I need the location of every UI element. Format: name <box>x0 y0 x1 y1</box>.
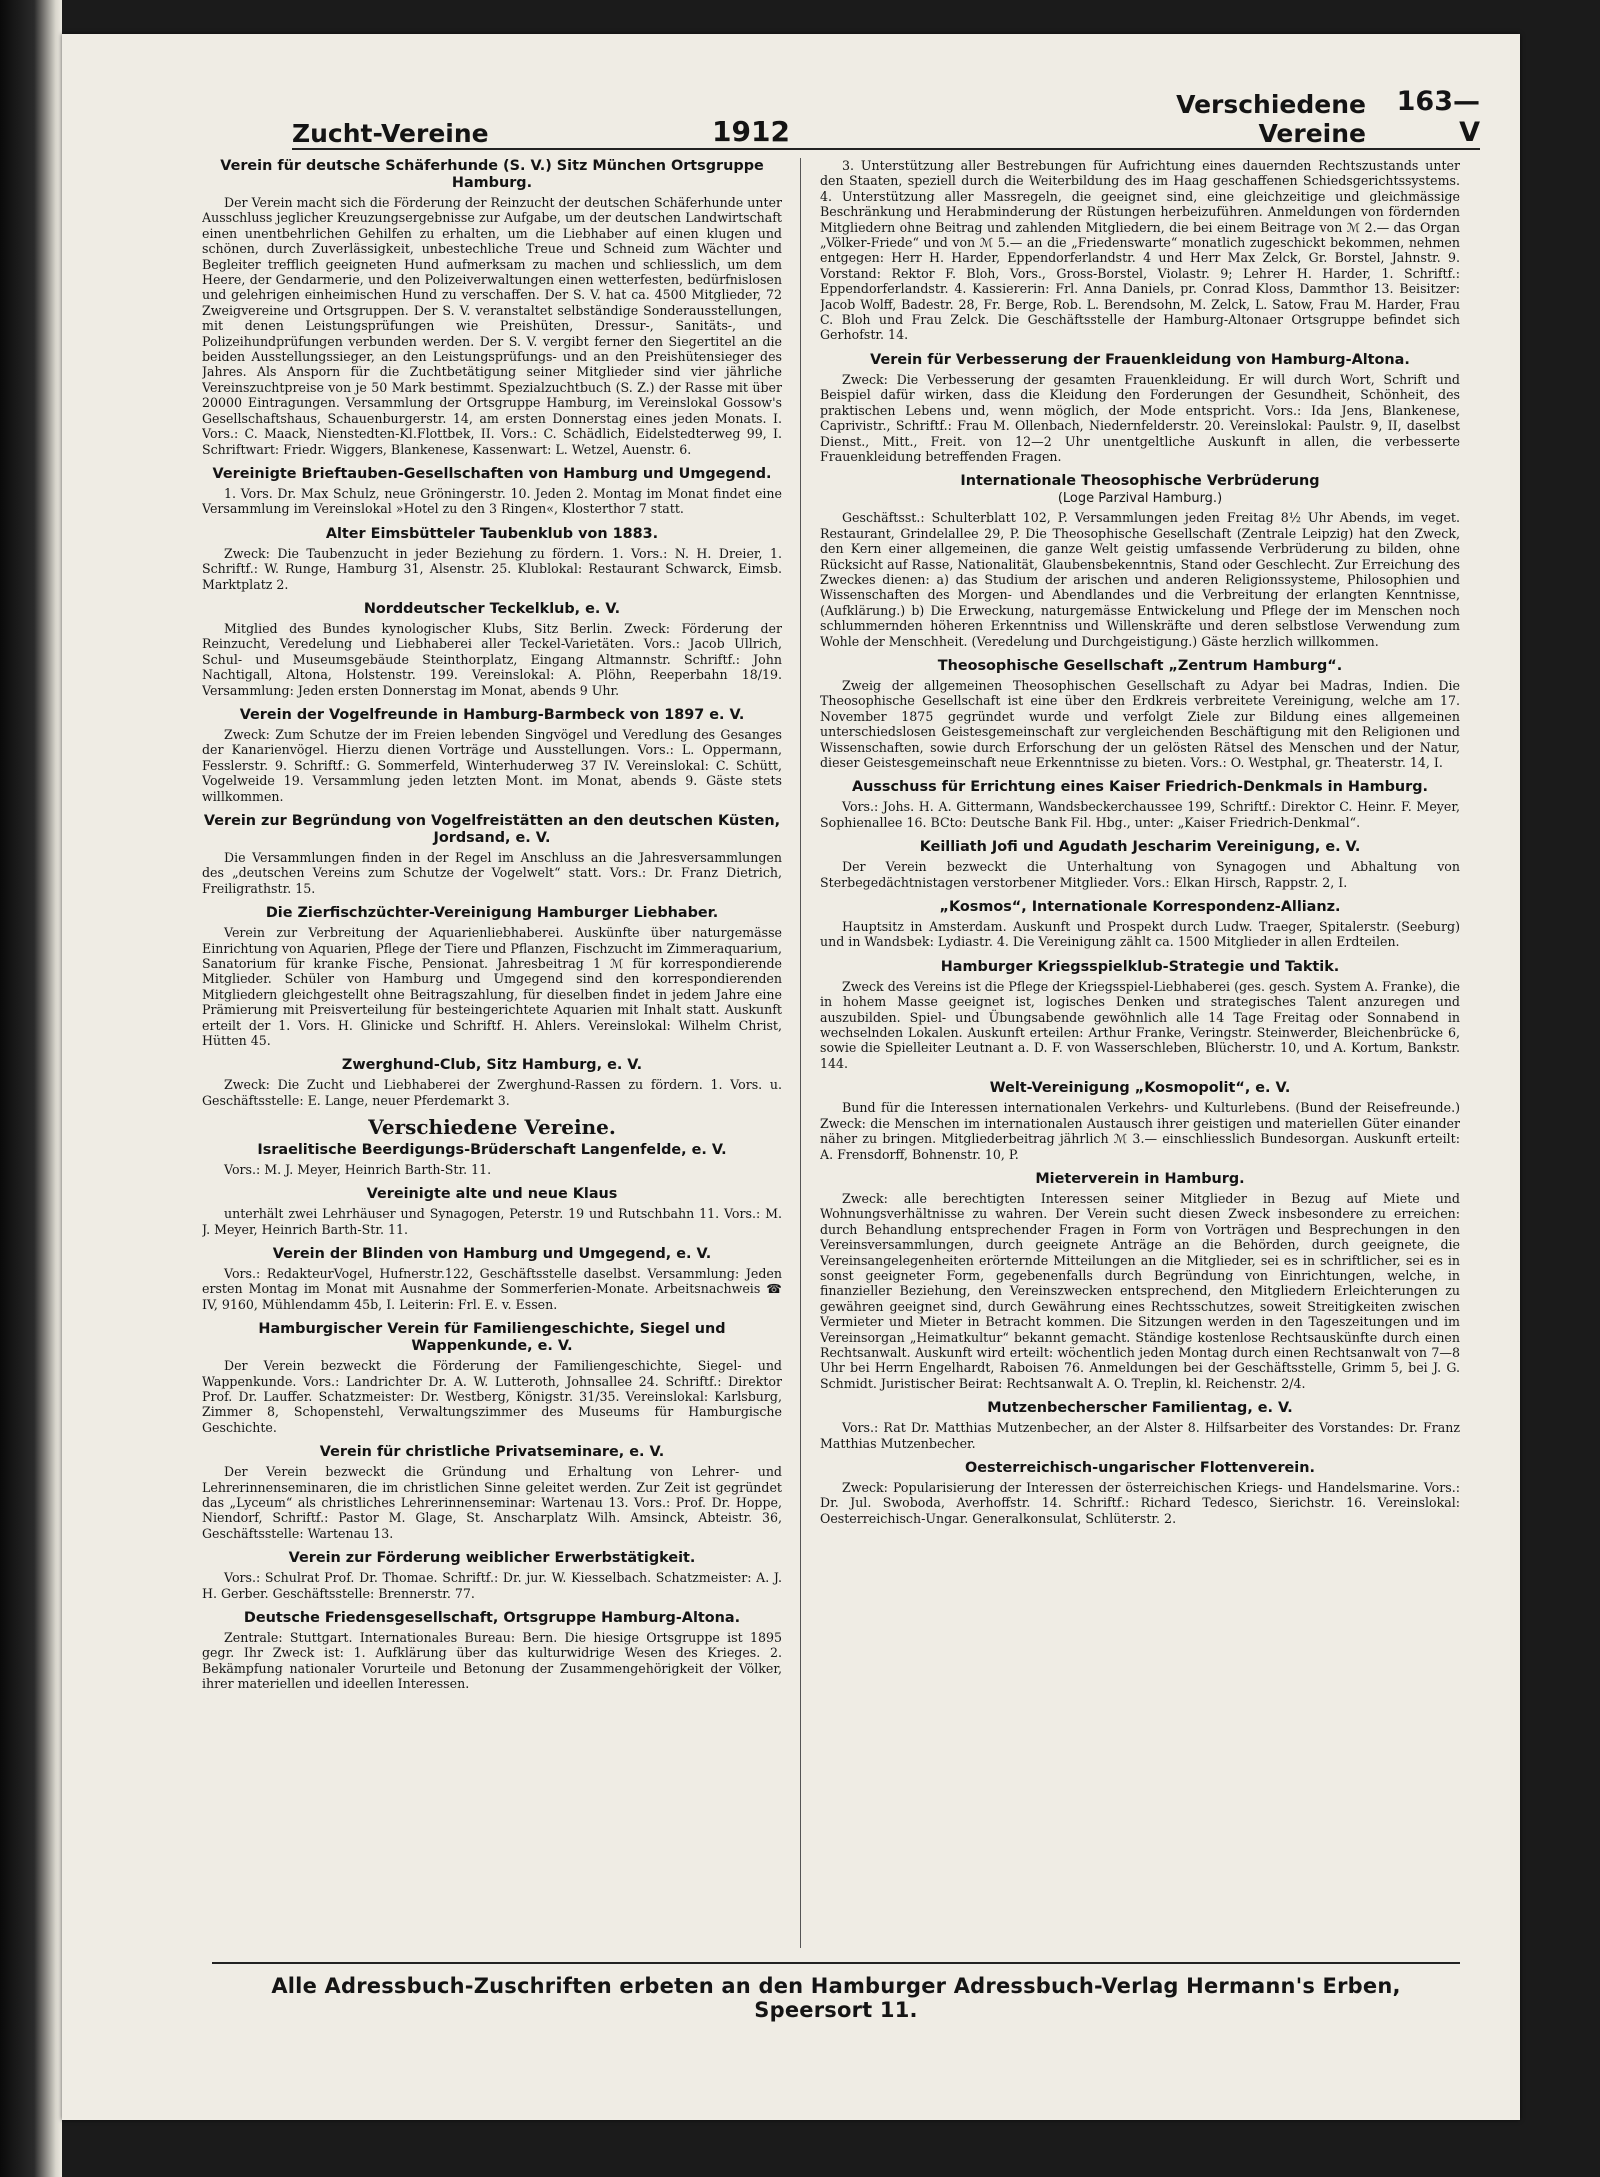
entry-title <box>202 905 782 922</box>
entry-title <box>202 813 782 847</box>
entry-body: unterhält zwei Lehrhäuser und Synagogen, Peterstr. 19 und Rutschbahn 11. Vors.: M. J. Meyer, Heinrich Barth-Str. 11. <box>202 1206 782 1237</box>
directory-entry <box>820 779 1460 830</box>
entry-title <box>820 473 1460 507</box>
directory-entry <box>820 959 1460 1071</box>
entry-title-text: Internationale Theosophische Verbrüderung <box>960 473 1320 490</box>
entry-title-text: Die Zierfischzüchter-Vereinigung Hamburger Liebhaber. <box>265 905 719 922</box>
entry-title-text: Norddeutscher Teckelklub, e. V. <box>363 600 621 617</box>
entry-title <box>202 1186 782 1203</box>
left-entries-list-2 <box>202 1142 782 1692</box>
entry-title <box>820 779 1460 796</box>
directory-entry <box>820 1171 1460 1391</box>
directory-entry <box>202 905 782 1048</box>
entry-body: Der Verein bezweckt die Unterhaltung von Synagogen und Abhaltung von Sterbegedächtnistagen verstorbener Mitglieder. Vors.: Elkan Hirsch, Rappstr. 2, I. <box>820 859 1460 890</box>
entry-body: Vors.: Johs. H. A. Gittermann, Wandsbeckerchaussee 199, Schriftf.: Direktor C. Heinr. F. Meyer, Sophienallee 16. BCto: Deutsche Bank Fil. Hbg., unter: „Kaiser Friedrich-Denkmal“. <box>820 799 1460 830</box>
entry-title <box>820 1400 1460 1417</box>
entry-title <box>202 1321 782 1355</box>
directory-entry <box>202 707 782 804</box>
entry-body: Die Versammlungen finden in der Regel im Anschluss an die Jahresversammlungen des „deutschen Vereins zum Schutze der Vogelwelt“ statt. Vors.: Dr. Franz Dietrich, Freiligrathstr. 15. <box>202 850 782 896</box>
entry-title-text: Israelitische Beerdigungs-Brüderschaft Langenfelde, e. V. <box>257 1141 727 1158</box>
entry-title-text: Deutsche Friedensgesellschaft, Ortsgruppe Hamburg-Altona. <box>243 1610 741 1626</box>
entry-body: 3. Unterstützung aller Bestrebungen für Aufrichtung eines dauernden Rechtszustands unter den Staaten, speziell durch die Weiterbildung des im Haag geschaffenen Schiedsgerichtssystems. 4. Unterstützung aller Massregeln, die geeignet sind, eine gleichzeitige und gleichmässige Beschränkung und Herabminderung der Rüstungen herbeizuführen. Anmeldungen von fördernden Mitgliedern ohne Beitrag und zahlenden Mitgliedern, die bei einem Beitrage von ℳ 2.— das Organ „Völker-Friede“ und von ℳ 5.— an die „Friedenswarte“ monatlich zugeschickt bekommen, nehmen entgegen: Herr H. Harder, Eppendorferlandstr. 4 und Herr Max Zelck, Gr. Borstel, Jahnstr. 9. Vorstand: Rektor F. Bloh, Vors., Gross-Borstel, Violastr. 9; Lehrer H. Harder, 1. Schriftf.: Eppendorferlandstr. 4. Kassiererin: Frl. Anna Daniels, pr. Conrad Kloss, Dammthor 13. Beisitzer: Jacob Wolff, Badestr. 28, Fr. Berge, Rob. L. Berendsohn, M. Zelck, L. Satow, Frau M. Harder, Frau C. Bloh und Frau Zelck. Die Geschäftsstelle der Hamburg-Altonaer Ortsgruppe befindet sich Gerhofstr. 14. <box>820 158 1460 343</box>
entry-title-text: Alter Eimsbütteler Taubenklub von 1883. <box>325 525 659 542</box>
entry-title <box>820 1460 1460 1477</box>
left-column <box>202 158 782 1946</box>
entry-title-text: Verein für deutsche Schäferhunde (S. V.) Sitz München Ortsgruppe Hamburg. <box>220 158 764 191</box>
entry-body: Der Verein macht sich die Förderung der Reinzucht der deutschen Schäferhunde unter Ausschluss jeglicher Kreuzungsergebnisse zur Aufgabe, um der deutschen Landwirtschaft einen unentbehrlichen Gehilfen zu erhalten, um die Liebhaber auf einen klugen und schönen, durch Zuverlässigkeit, unbestechliche Treue und Schneid zum Wächter und Begleiter trefflich geeigneten Hund aufmerksam zu machen und schliesslich, um dem Heere, der Gendarmerie, und den Polizeiverwaltungen einen wetterfesten, bedürfnislosen und gelehrigen einheimischen Hund zu verschaffen. Der S. V. hat ca. 4500 Mitglieder, 72 Zweigvereine und Ortsgruppen. Der S. V. veranstaltet selbständige Sonderausstellungen, mit denen Leistungsprüfungen wie Preishüten, Dressur-, Sanitäts-, und Polizeihundprüfungen verbunden werden. Der S. V. vergibt ferner den Siegertitel an die beiden Ausstellungssieger, an den Leistungsprüfungs- und an den Preishütensieger des Jahres. Als Ansporn für die Zuchtbetätigung seiner Mitglieder sind vier jährliche Vereinszuchtpreise von je 50 Mark bestimmt. Spezialzuchtbuch (S. Z.) der Rasse mit über 20000 Eintragungen. Versammlung der Ortsgruppe Hamburg, im Vereinslokal Gossow's Gesellschaftshaus, Schauenburgerstr. 14, am ersten Donnerstag eines jeden Monats. I. Vors.: C. Maack, Nienstedten-Kl.Flottbek, II. Vors.: C. Schädlich, Eidelstedterweg 99, I. Schriftwart: Friedr. Wiggers, Blankenese, Kassenwart: L. Wetzel, Auenstr. 6. <box>202 195 782 457</box>
directory-entry <box>820 1460 1460 1526</box>
column-divider <box>800 158 801 1948</box>
directory-entry <box>820 473 1460 649</box>
entry-title <box>820 959 1460 976</box>
directory-entry <box>202 601 782 698</box>
entry-title <box>202 158 782 192</box>
directory-entry <box>202 526 782 592</box>
directory-entry <box>202 1444 782 1541</box>
directory-entry <box>202 1057 782 1108</box>
entry-body: Zweck: Zum Schutze der im Freien lebenden Singvögel und Veredlung des Gesanges der Kanarienvögel. Hierzu dienen Vorträge und Ausstellungen. Vors.: L. Oppermann, Fesslerstr. 9. Schriftf.: G. Sommerfeld, Winterhuderweg 37 IV. Vereinslokal: C. Schütt, Vogelweide 19. Versammlung jeden letzten Mont. im Monat, abends 9. Gäste stets willkommen. <box>202 726 782 804</box>
entry-body: Der Verein bezweckt die Gründung und Erhaltung von Lehrer- und Lehrerinnenseminaren, die im christlichen Sinne geleitet werden. Zur Zeit ist gegründet das „Lyceum“ als christliches Lehrerinnenseminar: Wartenau 13. Vors.: Prof. Dr. Hoppe, Niendorf, Schriftf.: Pastor M. Glage, St. Anscharplatz Wilh. Amsinck, Abteistr. 36, Geschäftsstelle: Wartenau 13. <box>202 1464 782 1541</box>
entry-title-text: Hamburgischer Verein für Familiengeschichte, Siegel und Wappenkunde, e. V. <box>258 1321 726 1355</box>
directory-entry <box>202 466 782 517</box>
entry-body: Zweck: Die Taubenzucht in jeder Beziehung zu fördern. 1. Vors.: N. H. Dreier, 1. Schriftf.: W. Runge, Hamburg 31, Alsenstr. 25. Klublokal: Restaurant Schwarck, Eimsb. Marktplatz 2. <box>202 545 782 592</box>
entry-body: Zweck: Die Zucht und Liebhaberei der Zwerghund-Rassen zu fördern. 1. Vors. u. Geschäftsstelle: E. Lange, neuer Pferdemarkt 3. <box>202 1077 782 1108</box>
entry-body: Vors.: Schulrat Prof. Dr. Thomae. Schriftf.: Dr. jur. W. Kiesselbach. Schatzmeister: A. J. H. Gerber. Geschäftsstelle: Brennerstr. 77. <box>202 1570 782 1601</box>
entry-body: Vors.: RedakteurVogel, Hufnerstr.122, Geschäftsstelle daselbst. Versammlung: Jeden ersten Montag im Monat mit Ausnahme der Sommerferien-Monate. Arbeitsnachweis ☎ IV, 9160, Mühlendamm 45b, I. Leiterin: Frl. E. v. Essen. <box>202 1265 782 1312</box>
entry-subtitle: (Loge Parzival Hamburg.) <box>1057 491 1223 507</box>
entry-body: 1. Vors. Dr. Max Schulz, neue Gröningerstr. 10. Jeden 2. Montag im Monat findet eine Versammlung im Vereinslokal »Hotel zu den 3 Ringen«, Klosterthor 7 statt. <box>202 485 782 517</box>
page-number: 163—V <box>1396 86 1480 148</box>
entry-title-text: Mutzenbecherscher Familientag, e. V. <box>987 1400 1293 1417</box>
directory-page <box>62 34 1520 2120</box>
directory-entry <box>820 839 1460 890</box>
entry-body: Bund für die Interessen internationalen Verkehrs- und Kulturlebens. (Bund der Reisefreunde.) Zweck: die Menschen im internationalen Austausch ihrer geistigen und materiellen Güter einander näher zu bringen. Mitgliederbeitrag jährlich ℳ 3.— einschliesslich Bundesorgan. Auskunft erteilt: A. Frensdorff, Bohnenstr. 10, P. <box>820 1100 1460 1162</box>
book-binding-edge <box>0 0 62 2177</box>
entry-body: Vors.: Rat Dr. Matthias Mutzenbecher, an der Alster 8. Hilfsarbeiter des Vorstandes: Dr. Franz Matthias Mutzenbecher. <box>820 1420 1460 1451</box>
entry-title <box>820 1171 1460 1188</box>
entry-body: Mitglied des Bundes kynologischer Klubs, Sitz Berlin. Zweck: Förderung der Reinzucht, Veredelung und Liebhaberei aller Teckel-Varietäten. Vors.: Jacob Ullrich, Schul- und Museumsgebäude Steinthorplatz, Eingang Altmannstr. Schriftf.: John Nachtigall, Altona, Holstenstr. 199. Vereinslokal: A. Plöhn, Reeperbahn 18/19. Versammlung: Jeden ersten Donnerstag im Monat, abends 9 Uhr. <box>202 620 782 698</box>
directory-entry <box>202 1550 782 1601</box>
directory-entry <box>202 1142 782 1177</box>
right-column <box>820 158 1460 1946</box>
entry-title <box>202 601 782 618</box>
entry-title <box>202 1444 782 1461</box>
entry-body: Zweck: alle berechtigten Interessen seiner Mitglieder in Bezug auf Miete und Wohnungsverhältnisse zu wahren. Der Verein sucht diesen Zweck insbesondere zu erreichen: durch Behandlung entsprechender Fragen in Form von Vorträgen und Besprechungen in den Vereinsversammlungen, durch geeignete Anträge an die Behörden, durch geeignete, die Vereinsangelegenheiten erörternde Mitteilungen an die Mitglieder, sei es in schriftlicher, sei es in sonst geeigneter Form, gegebenenfalls durch Begründung von Einrichtungen, welche, in finanzieller Beziehung, den Vereinszwecken entsprechend, den Mitgliedern Erleichterungen zu gewähren geeignet sind, durch Gewährung eines Rechtsschutzes, soweit Streitigkeiten zwischen Vermieter und Mieter in Betracht kommen. Die Sitzungen werden in den Tageszeitungen und im Vereinsorgan „Heimatkultur“ bekannt gemacht. Ständige kostenlose Rechtsauskünfte durch einen Rechtsanwalt. Auskunft wird erteilt: wöchentlich jeden Montag durch einen Rechtsanwalt von 7—8 Uhr bei Herrn Engelhardt, Raboisen 76. Anmeldungen bei der Geschäftsstelle, Grimm 5, bei J. G. Schmidt. Juristischer Beirat: Rechtsanwalt A. O. Treplin, kl. Reichenstr. 2/4. <box>820 1190 1460 1391</box>
right-entries-list <box>820 158 1460 1526</box>
header-year: 1912 <box>712 115 790 148</box>
section-heading: Verschiedene Vereine. <box>368 1115 616 1140</box>
entry-title-text: Verein zur Begründung von Vogelfreistätten an den deutschen Küsten, Jordsand, e. V. <box>203 813 781 846</box>
entry-title-text: „Kosmos“, Internationale Korrespondenz-Allianz. <box>939 899 1341 916</box>
directory-entry <box>202 158 782 457</box>
directory-entry <box>820 1080 1460 1162</box>
directory-entry <box>820 352 1460 464</box>
entry-body: Geschäftsst.: Schulterblatt 102, P. Versammlungen jeden Freitag 8½ Uhr Abends, im veget. Restaurant, Grindelallee 29, P. Die Theosophische Gesellschaft (Zentrale Leipzig) hat den Zweck, den Kern einer allgemeinen, die ganze Welt geistig umfassende Verbrüderung zu bilden, ohne Rücksicht auf Rasse, Nationalität, Glaubensbekenntnis, Stand oder Geschlecht. Zur Erreichung des Zweckes dienen: a) das Studium der arischen und anderen Religionssysteme, Philosophien und Wissenschaften des Morgen- und Abendlandes und die Verbreitung der erlangten Kenntnisse, (Aufklärung.) b) Die Erweckung, naturgemässe Entwickelung und Pflege der im Menschen noch schlummernden höheren Erkenntniss und Willenskräfte und deren selbstlose Verwendung zum Wohle der Menschheit. (Veredelung und Durchgeistigung.) Gäste herzlich willkommen. <box>820 510 1460 649</box>
entry-title-text: Vereinigte alte und neue Klaus <box>366 1186 618 1203</box>
entry-title-text: Oesterreichisch-ungarischer Flottenverein. <box>965 1460 1315 1476</box>
entry-body: Zweck: Popularisierung der Interessen der österreichischen Kriegs- und Handelsmarine. Vors.: Dr. Jul. Swoboda, Averhoffstr. 14. Schriftf.: Richard Tedesco, Sierichstr. 16. Vereinslokal: Oesterreichisch-Ungar. Generalkonsulat, Schlüterstr. 2. <box>820 1480 1460 1526</box>
directory-entry <box>202 1186 782 1237</box>
entry-title <box>820 352 1460 369</box>
entry-title-text: Welt-Vereinigung „Kosmopolit“, e. V. <box>989 1080 1291 1097</box>
directory-entry <box>820 158 1460 343</box>
header-left-section: Zucht-Vereine <box>292 119 489 148</box>
entry-title <box>202 1550 782 1567</box>
entry-title <box>202 526 782 543</box>
entry-body: Der Verein bezweckt die Förderung der Familiengeschichte, Siegel- und Wappenkunde. Vors.: Landrichter Dr. A. W. Lutteroth, Johnsallee 24. Schriftf.: Direktor Prof. Dr. Lauffer. Schatzmeister: Dr. Westberg, Königstr. 31/35. Vereinslokal: Karlsburg, Zimmer 8, Schopenstehl, Verwaltungszimmer des Museums für Hamburgische Geschichte. <box>202 1358 782 1435</box>
entry-body: Zweck: Die Verbesserung der gesamten Frauenkleidung. Er will durch Wort, Schrift und Beispiel dafür wirken, dass die Kleidung den Forderungen der Gesundheit, Schönheit, des praktischen Lebens und, wenn möglich, der Mode entspricht. Vors.: Ida Jens, Blankenese, Caprivistr., Schriftf.: Frau M. Ollenbach, Niedernfelderstr. 20. Vereinslokal: Paulstr. 9, II, daselbst Dienst., Mitt., Freit. von 12—2 Uhr unentgeltliche Auskunft in allen, die verbesserte Frauenkleidung betreffenden Fragen. <box>820 371 1460 464</box>
entry-title-text: Verein der Vogelfreunde in Hamburg-Barmbeck von 1897 e. V. <box>239 706 745 723</box>
entry-title-text: Vereinigte Brieftauben-Gesellschaften von Hamburg und Umgegend. <box>212 465 772 482</box>
entry-title-text: Verein für christliche Privatseminare, e. V. <box>319 1444 665 1461</box>
page-footer: Alle Adressbuch-Zuschriften erbeten an den Hamburger Adressbuch-Verlag Hermann's Erben, Speersort 11. <box>212 1962 1460 2022</box>
directory-entry <box>820 899 1460 950</box>
entry-body: Zweck des Vereins ist die Pflege der Kriegsspiel-Liebhaberei (ges. gesch. System A. Franke), die in hohem Masse geeignet ist, logisches Denken und strategisches Talent anzuregen und auszubilden. Spiel- und Übungsabende gewöhnlich alle 14 Tage Freitag oder Sonnabend in wechselnden Lokalen. Auskunft erteilen: Arthur Franke, Veringstr. Steinwerder, Bleichenbrücke 6, sowie die Spielleiter Leutnant a. D. F. von Wasserschleben, Blücherstr. 10, und A. Kortum, Bankstr. 144. <box>820 978 1460 1071</box>
entry-body: Zweig der allgemeinen Theosophischen Gesellschaft zu Adyar bei Madras, Indien. Die Theosophische Gesellschaft ist eine über den Erdkreis verbreitete Vereinigung, welche am 17. November 1875 gegründet wurde und verfolgt Ziele zur Bildung eines allgemeinen unterschiedslosen Geistesgemeinschaft zur vergleichenden Beschäftigung mit den Religionen und Wissenschaften, sowie durch Erforschung der un gelösten Rätsel des Menschen und der Natur, dieser Geistesgemeinschaft neue Erkenntnisse zu bieten. Vors.: O. Westphal, gr. Theaterstr. 14, I. <box>820 677 1460 770</box>
entry-title <box>202 1142 782 1159</box>
entry-body: Vors.: M. J. Meyer, Heinrich Barth-Str. 11. <box>224 1161 492 1177</box>
entry-title <box>820 658 1460 675</box>
entry-body: Verein zur Verbreitung der Aquarienliebhaberei. Auskünfte über naturgemässe Einrichtung von Aquarien, Pflege der Tiere und Pflanzen, Fischzucht im Zimmeraquarium, Sanatorium für kranke Fische, Pensionat. Jahresbeitrag 1 ℳ für korrespondierende Mitglieder. Schüler von Hamburg und Umgegend sind den korrespondierenden Mitgliedern gleichgestellt ohne Beitragszahlung, für dieselben findet in jedem Jahre eine Prämierung mit Preisverteilung für besteingerichtete Aquarien mit Inhalt statt. Auskunft erteilt der 1. Vors. H. Glinicke und Schriftf. H. Ahlers. Vereinslokal: Wilhelm Christ, Hütten 45. <box>202 925 782 1049</box>
entry-title <box>820 899 1460 916</box>
directory-entry <box>202 813 782 896</box>
entry-title-text: Verein zur Förderung weiblicher Erwerbstätigkeit. <box>288 1550 696 1567</box>
entry-title <box>202 707 782 724</box>
directory-entry <box>202 1610 782 1692</box>
directory-entry <box>820 658 1460 770</box>
left-entries-list <box>202 158 782 1108</box>
entry-title <box>202 1246 782 1263</box>
directory-entry <box>202 1321 782 1435</box>
entry-title-text: Keilliath Jofi und Agudath Jescharim Vereinigung, e. V. <box>919 839 1361 856</box>
entry-title <box>202 1057 782 1074</box>
entry-title-text: Hamburger Kriegsspielklub-Strategie und Taktik. <box>940 958 1340 975</box>
entry-title-text: Verein für Verbesserung der Frauenkleidung von Hamburg-Altona. <box>870 351 1410 368</box>
entry-title-text: Theosophische Gesellschaft „Zentrum Hamburg“. <box>937 657 1343 674</box>
entry-title-text: Verein der Blinden von Hamburg und Umgegend, e. V. <box>272 1245 712 1262</box>
entry-title-text: Zwerghund-Club, Sitz Hamburg, e. V. <box>341 1057 643 1074</box>
header-right-section: Verschiedene Vereine <box>1176 90 1366 148</box>
entry-body: Zentrale: Stuttgart. Internationales Bureau: Bern. Die hiesige Ortsgruppe ist 1895 gegr. Ihr Zweck ist: 1. Aufklärung über das kulturwidrige Wesen des Krieges. 2. Bekämpfung nationaler Vorurteile und Betonung der Zusammengehörigkeit der Völker, ihrer materiellen und ideellen Interessen. <box>202 1630 782 1692</box>
entry-title <box>202 466 782 483</box>
entry-title <box>820 839 1460 856</box>
directory-entry <box>820 1400 1460 1451</box>
entry-body: Hauptsitz in Amsterdam. Auskunft und Prospekt durch Ludw. Traeger, Spitalerstr. (Seeburg) und in Wandsbek: Lydiastr. 4. Die Vereinigung zählt ca. 1500 Mitglieder in allen Erdteilen. <box>820 919 1460 950</box>
entry-title-text: Mieterverein in Hamburg. <box>1035 1170 1245 1187</box>
directory-entry <box>202 1246 782 1312</box>
entry-title <box>202 1610 782 1627</box>
entry-title-text: Ausschuss für Errichtung eines Kaiser Friedrich-Denkmals in Hamburg. <box>851 779 1429 796</box>
entry-title <box>820 1080 1460 1097</box>
running-header <box>292 86 1480 150</box>
